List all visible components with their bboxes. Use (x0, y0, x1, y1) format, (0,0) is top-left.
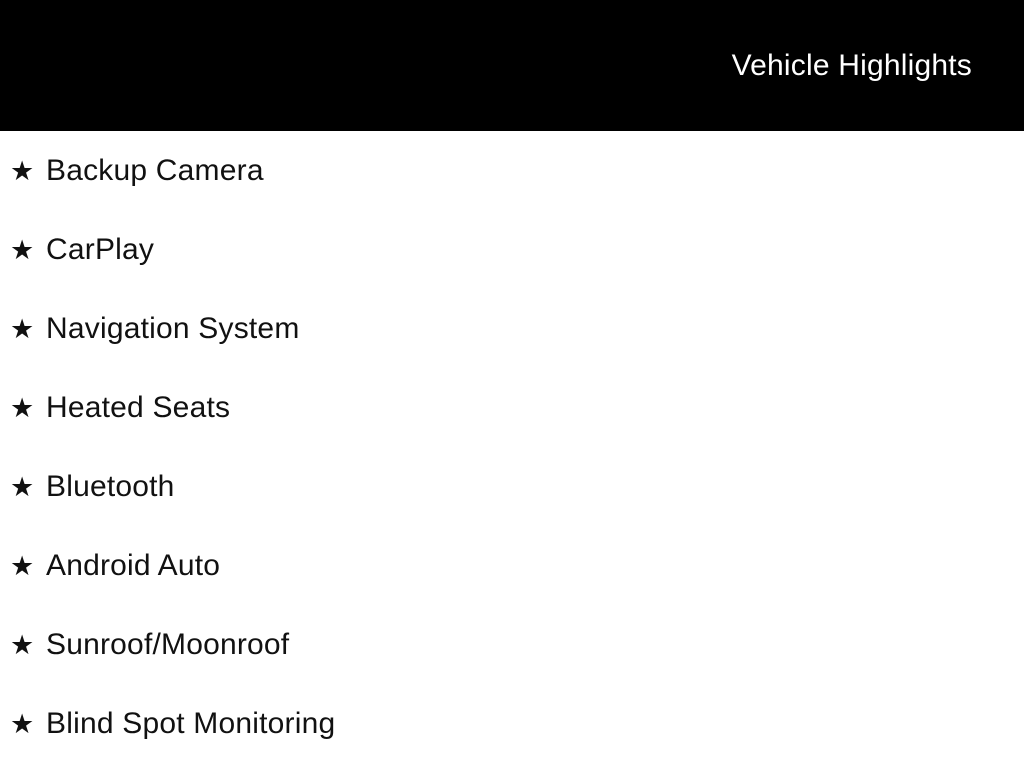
page-title: Vehicle Highlights (731, 48, 972, 82)
list-item (0, 289, 1024, 368)
feature-label: Navigation System (46, 311, 300, 345)
feature-list (0, 131, 1024, 763)
list-item (0, 447, 1024, 526)
feature-label: Sunroof/Moonroof (46, 627, 290, 661)
star-icon: ★ (10, 709, 35, 739)
feature-label: Bluetooth (46, 469, 175, 503)
list-item (0, 605, 1024, 684)
star-icon: ★ (10, 472, 35, 502)
star-icon: ★ (10, 235, 35, 265)
star-icon: ★ (10, 314, 35, 344)
feature-label: CarPlay (46, 232, 155, 266)
feature-label: Backup Camera (46, 153, 264, 187)
list-item (0, 368, 1024, 447)
star-icon: ★ (10, 156, 35, 186)
list-item (0, 210, 1024, 289)
feature-label: Android Auto (46, 548, 221, 582)
list-item (0, 684, 1024, 763)
star-icon: ★ (10, 551, 35, 581)
list-item (0, 131, 1024, 210)
feature-label: Blind Spot Monitoring (46, 706, 336, 740)
star-icon: ★ (10, 393, 35, 423)
feature-label: Heated Seats (46, 390, 231, 424)
vehicle-highlights-header (0, 0, 1024, 131)
star-icon: ★ (10, 630, 35, 660)
list-item (0, 526, 1024, 605)
